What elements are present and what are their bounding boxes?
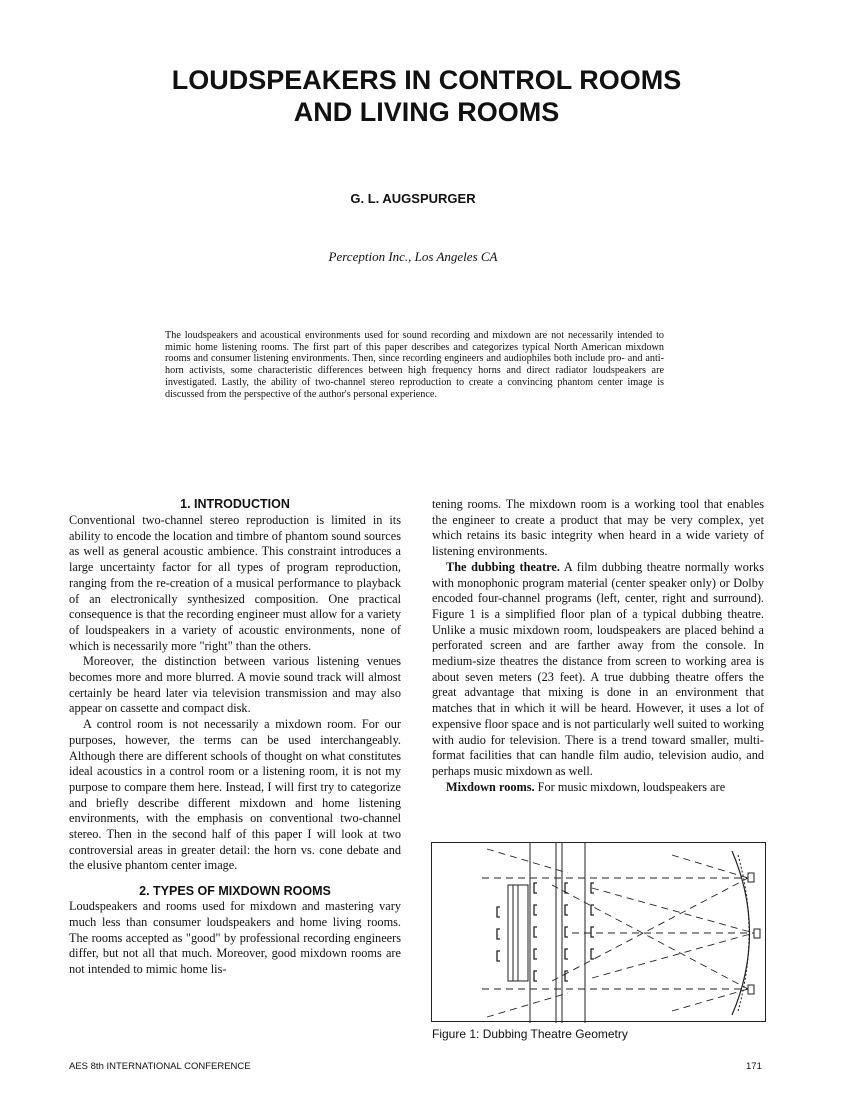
- footer-conference: AES 8th INTERNATIONAL CONFERENCE: [69, 1061, 251, 1072]
- author-affiliation: Perception Inc., Los Angeles CA: [328, 249, 498, 264]
- paragraph: Moreover, the distinction between various listening venues becomes more and more blurred. A movie sound track will almost certainly be heard later via television transmission and may also appear on cassette and compact disk.: [69, 654, 401, 716]
- paragraph: Loudspeakers and rooms used for mixdown and mastering vary much less than consumer loudspeakers and home living rooms. The rooms accepted as "good" by professional recording engineers differ, but not all that much. Moreover, good mixdown rooms are not intended to mimic home lis-: [69, 899, 401, 976]
- figure-dubbing-theatre: [431, 842, 766, 1022]
- paragraph: A control room is not necessarily a mixdown room. For our purposes, however, the terms can be used interchangeably. Although there are different schools of thought on what constitutes ideal acoustics in a control room or a listening room, it is not my purpose to compare them here. Instead, I will first try to categorize and briefly describe different mixdown and home listening environments, with the emphasis on conventional two-channel stereo. Then in the second half of this paper I will look at two controversial areas in greater detail: the horn vs. cone debate and the elusive phantom center image.: [69, 717, 401, 873]
- paragraph-text: A film dubbing theatre normally works with monophonic program material (center speaker only) or Dolby encoded four-channel programs (left, center, right and surround). Figure 1 is a simplified floor plan of a typical dubbing theatre. Unlike a music mixdown room, loudspeakers are placed behind a perforated screen and are farther away from the console. In medium-size theatres the distance from screen to working area is about seven meters (23 feet). A true dubbing theatre offers the great advantage that mixing is done in an environment that matches that in which it will be heard. However, it uses a lot of expensive floor space and is not particularly well suited to working with audio for television. There is a trend toward smaller, multi-format facilities that can handle film audio, television audio, and perhaps music mixdown as well.: [432, 559, 764, 778]
- run-in-heading: The dubbing theatre.: [446, 559, 560, 574]
- paragraph-dubbing-theatre: [432, 560, 764, 780]
- speaker-left-icon: [748, 873, 754, 882]
- paragraph: tening rooms. The mixdown room is a working tool that enables the engineer to create a product that may be very complex, yet which retains its basic integrity when heard in a wide variety of listening environments.: [432, 497, 764, 559]
- section-heading-types: 2. TYPES OF MIXDOWN ROOMS: [139, 884, 331, 899]
- paper-title: [0, 64, 853, 128]
- page-number: 171: [746, 1061, 762, 1072]
- speaker-center-icon: [754, 929, 760, 938]
- speaker-right-icon: [748, 985, 754, 994]
- author-name: G. L. AUGSPURGER: [350, 191, 476, 206]
- section-heading-introduction: 1. INTRODUCTION: [180, 497, 290, 511]
- run-in-heading: Mixdown rooms.: [446, 779, 535, 794]
- sound-ray-lines: [482, 849, 754, 1017]
- floor-plan-diagram: [432, 843, 767, 1023]
- left-column: [69, 496, 401, 978]
- paragraph-mixdown-rooms: [432, 780, 764, 796]
- title-line-1: LOUDSPEAKERS IN CONTROL ROOMS: [171, 65, 682, 95]
- abstract: The loudspeakers and acoustical environments used for sound recording and mixdown are not necessarily intended to mimic home listening rooms. The first part of this paper describes and categorizes typical North American mixdown rooms and consumer listening environments. Then, since recording engineers and audiophiles both include pro- and anti-horn activists, some characteristic differences between high frequency horns and direct radiator loudspeakers are investigated. Lastly, the ability of two-channel stereo reproduction to create a convincing phantom center image is discussed from the perspective of the author's personal experience.: [165, 330, 664, 400]
- figure-caption: Figure 1: Dubbing Theatre Geometry: [432, 1027, 628, 1041]
- right-column: [432, 497, 764, 795]
- title-line-2: AND LIVING ROOMS: [293, 97, 560, 127]
- seat-brackets: [497, 883, 594, 981]
- paragraph: Conventional two-channel stereo reproduction is limited in its ability to encode the location and timbre of phantom sound sources as well as general acoustic ambience. This constraint introduces a large uncertainty factor for all types of program reproduction, ranging from the re-creation of a musical performance to playback of an electronically synthesized composition. One practical consequence is that the recording engineer must allow for a variety of loudspeakers in a variety of acoustic environments, none of which is necessarily more "right" than the others.: [69, 513, 401, 653]
- paragraph-text: For music mixdown, loudspeakers are: [534, 779, 726, 794]
